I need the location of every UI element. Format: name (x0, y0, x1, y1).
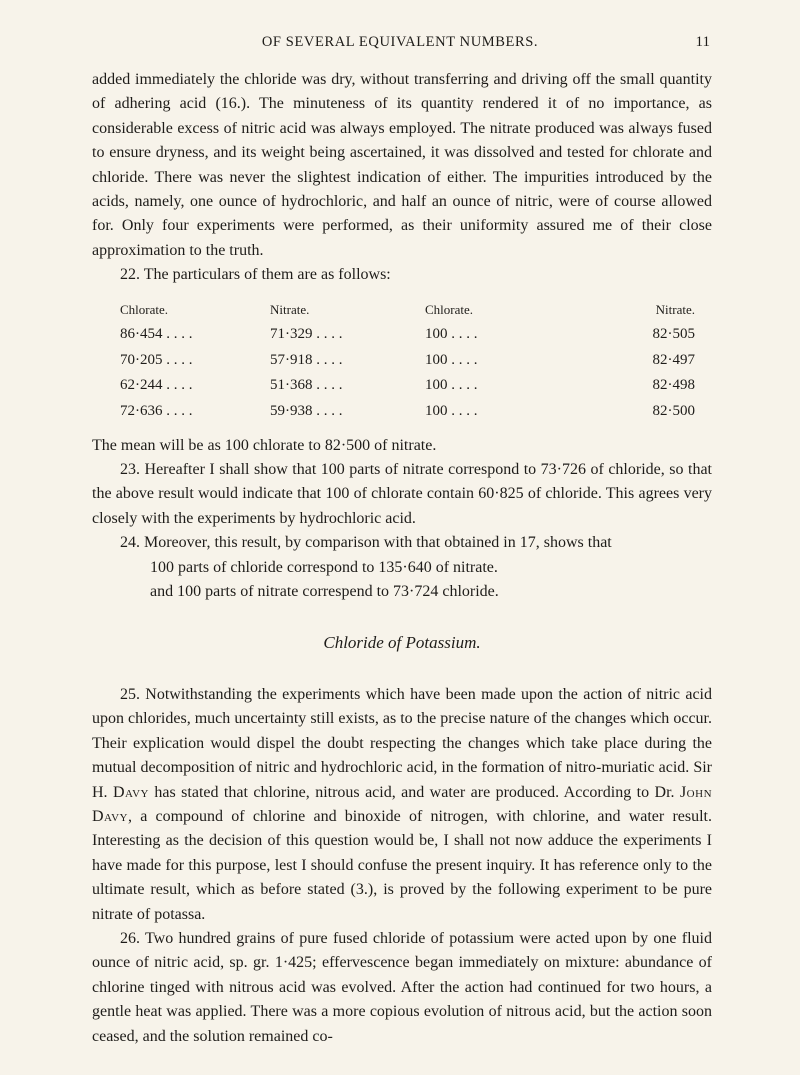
mean-statement: The mean will be as 100 chlorate to 82·500 of nitrate. (92, 436, 437, 454)
table-cell: 82·497 (652, 351, 695, 368)
paragraph-25-part-c: , a compound of chlorine and binoxide of nitrogen, with chlorine, and water result. Interesting as the decision of this question would be, I shall not now adduce the experiments I have made for this purpose, lest I should confuse the present inquiry. It has reference only to the ultimate result, which as before stated (3.), is proved by the following experiment to be pure nitrate of potassa. (92, 807, 712, 923)
paragraph-24-line-2: 100 parts of chloride correspond to 135·640 of nitrate. (150, 558, 498, 576)
author-name-davy: Davy (113, 783, 149, 801)
paragraph-23: 23. Hereafter I shall show that 100 parts of nitrate correspond to 73·726 of chloride, so that the above result would indicate that 100 of chlorate contain 60·825 of chloride. This agrees very closely with the experiments by hydrochloric acid. (92, 461, 712, 527)
paragraph-22: 22. The particulars of them are as follows: (120, 266, 391, 284)
table-row (120, 398, 695, 424)
table-row (120, 373, 695, 399)
section-heading: Chloride of Potassium. (323, 632, 481, 652)
author-name-john-davy: John Davy (92, 783, 713, 825)
page-number: 11 (695, 34, 710, 50)
table-cell: 82·505 (652, 326, 695, 343)
table-row (120, 347, 695, 373)
paragraph-24-line-3: and 100 parts of nitrate correspend to 73·724 chloride. (150, 583, 499, 601)
paragraph-26: 26. Two hundred grains of pure fused chloride of potassium were acted upon by one fluid ounce of nitric acid, sp. gr. 1·425; effervescence began immediately on mixture: abundance of chlorine tinged with nitrous acid was evolved. After the action had continued for two hours, a gentle heat was applied. There was a more copious evolution of nitrous acid, but the action soon ceased, and the solution remained co- (92, 929, 712, 1045)
results-table (120, 300, 695, 424)
table-cell: 59·938 . . . . (270, 402, 343, 419)
table-cell: 100 . . . . (425, 402, 478, 419)
table-header-cell: Nitrate. (270, 302, 310, 318)
table-cell: 86·454 . . . . (120, 326, 193, 343)
table-header-cell: Chlorate. (120, 302, 169, 318)
paragraph-24: 24. Moreover, this result, by comparison with that obtained in 17, shows that (120, 534, 612, 552)
table-cell: 82·498 (652, 377, 695, 394)
paragraph-continuation: added immediately the chloride was dry, without transferring and driving off the small quantity of adhering acid (16.). The minuteness of its quantity rendered it of no importance, as considerable excess of nitric acid was always employed. The nitrate produced was always fused to ensure dryness, and its weight being ascertained, it was dissolved and tested for chlorate and chloride. There was never the slightest indication of either. The impurities introduced by the acids, namely, one ounce of hydrochloric, and half an ounce of nitric, were of course allowed for. Only four experiments were performed, as their uniformity assured me of their close approximation to the truth. (92, 71, 712, 259)
table-cell: 100 . . . . (425, 326, 478, 343)
page-header (0, 34, 800, 58)
table-header-row (120, 300, 695, 322)
table-header-cell: Nitrate. (655, 302, 695, 318)
table-cell: 70·205 . . . . (120, 351, 193, 368)
table-cell: 71·329 . . . . (270, 326, 343, 343)
paragraph-25 (92, 683, 712, 927)
table-cell: 72·636 . . . . (120, 402, 193, 419)
table-header-cell: Chlorate. (425, 302, 474, 318)
table-cell: 100 . . . . (425, 377, 478, 394)
table-cell: 57·918 . . . . (270, 351, 343, 368)
body-text (92, 68, 712, 1049)
paragraph-25-part-b: has stated that chlorine, nitrous acid, and water are produced. According to Dr. (154, 783, 675, 801)
table-cell: 62·244 . . . . (120, 377, 193, 394)
running-title: OF SEVERAL EQUIVALENT NUMBERS. (261, 34, 539, 50)
table-cell: 100 . . . . (425, 351, 478, 368)
table-cell: 51·368 . . . . (270, 377, 343, 394)
paragraph-25-part-a: 25. Notwithstanding the experiments which have been made upon the action of nitric acid upon chlorides, much uncertainty still exists, as to the precise nature of the changes which occur. Their explication would dispel the doubt respecting the changes which take place during the mutual decomposition of nitric and hydrochloric acid, in the formation of nitro-muriatic acid. Sir H. (92, 685, 712, 801)
table-cell: 82·500 (652, 402, 695, 419)
table-row (120, 322, 695, 348)
